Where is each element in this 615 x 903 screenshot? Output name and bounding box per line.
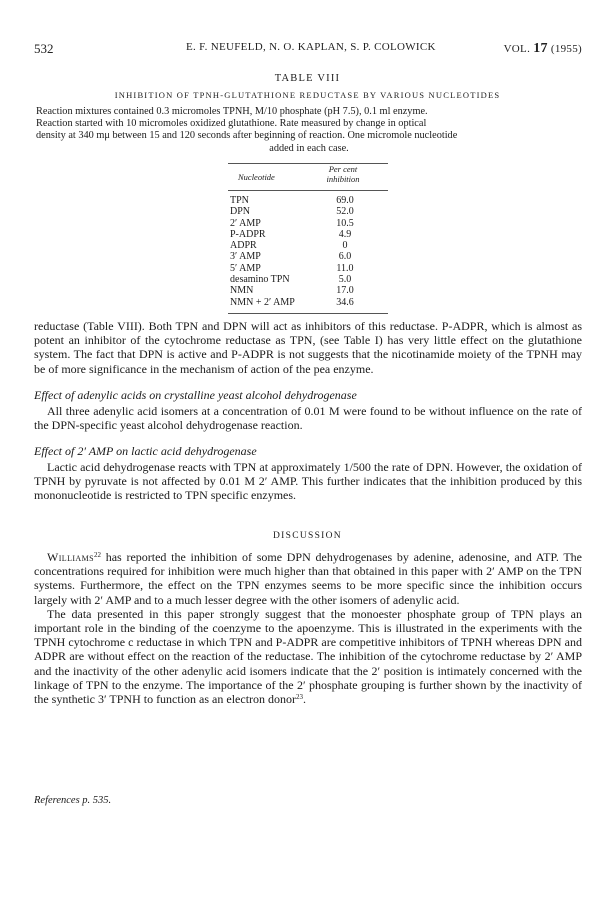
inhibition-cell: 0 (342, 240, 348, 252)
references-note: References p. 535. (34, 795, 112, 806)
table-row (230, 297, 390, 308)
column-header-line: inhibition (326, 173, 360, 184)
reference-mark: 23 (296, 693, 304, 702)
table-row (230, 206, 390, 217)
page-number: 532 (34, 41, 54, 56)
table-row (230, 251, 390, 262)
discussion-body (34, 550, 582, 706)
inhibition-cell: 10.5 (336, 217, 354, 229)
table-row (230, 240, 390, 251)
paragraph-williams (34, 550, 582, 607)
caption-line: density at 340 mμ between 15 and 120 seconds after beginning of reaction. One micromole nucleotide (36, 130, 458, 142)
table-title: TABLE VIII (274, 73, 341, 84)
nucleotide-cell: NMN (230, 285, 254, 297)
paragraph-text: Lactic acid dehydrogenase reacts with TPN at approximately 1/500 the rate of DPN. However, the oxidation of TPNH by pyruvate is not affected by 0.01 M 2′ AMP. This further indicates that the inhibition produced by this mononucleotide is restricted to TPN specific enzymes. (34, 460, 582, 503)
inhibition-cell: 6.0 (338, 251, 352, 263)
inhibition-cell: 52.0 (336, 206, 354, 218)
nucleotide-cell: P-ADPR (230, 228, 266, 240)
nucleotide-cell: 2′ AMP (230, 217, 261, 229)
table-body (230, 195, 390, 308)
caption-line: Reaction started with 10 micromoles oxidized glutathione. Rate measured by change in optical (36, 118, 427, 130)
running-authors: E. F. NEUFELD, N. O. KAPLAN, S. P. COLOWICK (186, 41, 436, 53)
table-row (230, 274, 390, 285)
caption-line: Reaction mixtures contained 0.3 micromoles TPNH, M/10 phosphate (pH 7.5), 0.1 ml enzyme. (36, 106, 428, 117)
volume-info (504, 41, 582, 57)
discussion-heading: DISCUSSION (273, 531, 342, 541)
paragraph-lactic-dh (34, 460, 582, 503)
nucleotide-cell: 5′ AMP (230, 262, 261, 274)
volume-number: 17 (533, 41, 548, 56)
inhibition-cell: 69.0 (336, 195, 354, 206)
table-header-rule (228, 190, 388, 191)
section-heading-lactic-dh: Effect of 2′ AMP on lactic acid dehydrogenase (34, 444, 257, 458)
paragraph-text: All three adenylic acid isomers at a concentration of 0.01 M were found to be without influence on the rate of the DPN-specific yeast alcohol dehydrogenase reaction. (34, 404, 582, 433)
column-header-line: Per cent (328, 164, 358, 174)
table-row (230, 285, 390, 296)
nucleotide-cell: TPN (230, 195, 249, 206)
table-row (230, 229, 390, 240)
table-top-rule (228, 163, 388, 164)
section-heading-yeast-adh: Effect of adenylic acids on crystalline yeast alcohol dehydrogenase (34, 388, 357, 402)
running-header (34, 41, 582, 57)
paragraph-monoester (34, 607, 582, 706)
column-header-inhibition (323, 165, 363, 184)
caption-line: added in each case. (269, 142, 349, 154)
paragraph-text: reductase (Table VIII). Both TPN and DPN will act as inhibitors of this reductase. P-ADPR, which is almost as potent an inhibitor of the cytochrome reductase as TPN, (see Table I) has very little effect on the glutathione system. The fact that DPN is active and P-ADPR is not suggests that the nicotinamide moiety of the TPNH may be of more significance in the mechanism of action of the pea enzyme. (34, 319, 582, 376)
nucleotide-cell: desamino TPN (230, 274, 290, 286)
reference-mark: 22 (93, 551, 101, 559)
paragraph-end: . (303, 692, 307, 707)
table-row (230, 263, 390, 274)
volume-year: (1955) (550, 43, 582, 55)
table-caption (36, 106, 582, 155)
inhibition-cell: 5.0 (338, 274, 352, 286)
nucleotide-cell: NMN + 2′ AMP (230, 296, 295, 308)
nucleotide-cell: DPN (230, 206, 251, 218)
table-bottom-rule (228, 313, 388, 314)
nucleotide-cell: 3′ AMP (230, 251, 261, 263)
paragraph-yeast-adh (34, 404, 582, 432)
volume-label: VOL. (503, 43, 531, 55)
inhibition-cell: 34.6 (336, 296, 354, 308)
table-row (230, 218, 390, 229)
inhibition-cell: 11.0 (336, 262, 354, 274)
paragraph-text: has reported the inhibition of some DPN dehydrogenases by adenine, adenosine, and ATP. The concentrations required for inhibition were much higher than that obtained in this paper with 2′ AMP on the TPN systems. Furthermore, the effect on the TPN enzymes seems to be more specific since the inhibition occurs largely with 2′ AMP and to a much lesser degree with the other isomers of adenylic acid. (34, 550, 582, 607)
nucleotide-cell: ADPR (230, 240, 257, 252)
inhibition-cell: 4.9 (338, 228, 352, 240)
inhibition-cell: 17.0 (336, 285, 354, 297)
paragraph-reductase (34, 319, 582, 376)
table-row (230, 195, 390, 206)
paragraph-text: The data presented in this paper strongly suggest that the monoester phosphate group of TPN plays an important role in the binding of the coenzyme to the apoenzyme. This is illustrated in the experiments with the TPNH cytochrome c reductase in which TPN and P-ADPR are competitive inhibitors of TPNH whereas DPN and ADPR are without effect on the reaction of the reductase. The inhibition of the cytochrome reductase by 2′ AMP and the inactivity of the other adenylic acid isomers indicate that the 2′ position is intimately concerned with the linkage of TPN to the enzyme. The importance of the 2′ phosphate grouping is further shown by the inactivity of the synthetic 3′ TPNH to function as an electron donor (34, 606, 582, 707)
column-header-nucleotide: Nucleotide (238, 172, 275, 182)
author-name: Williams (47, 550, 94, 564)
table-subtitle: INHIBITION OF TPNH-GLUTATHIONE REDUCTASE BY VARIOUS NUCLEOTIDES (114, 90, 501, 100)
